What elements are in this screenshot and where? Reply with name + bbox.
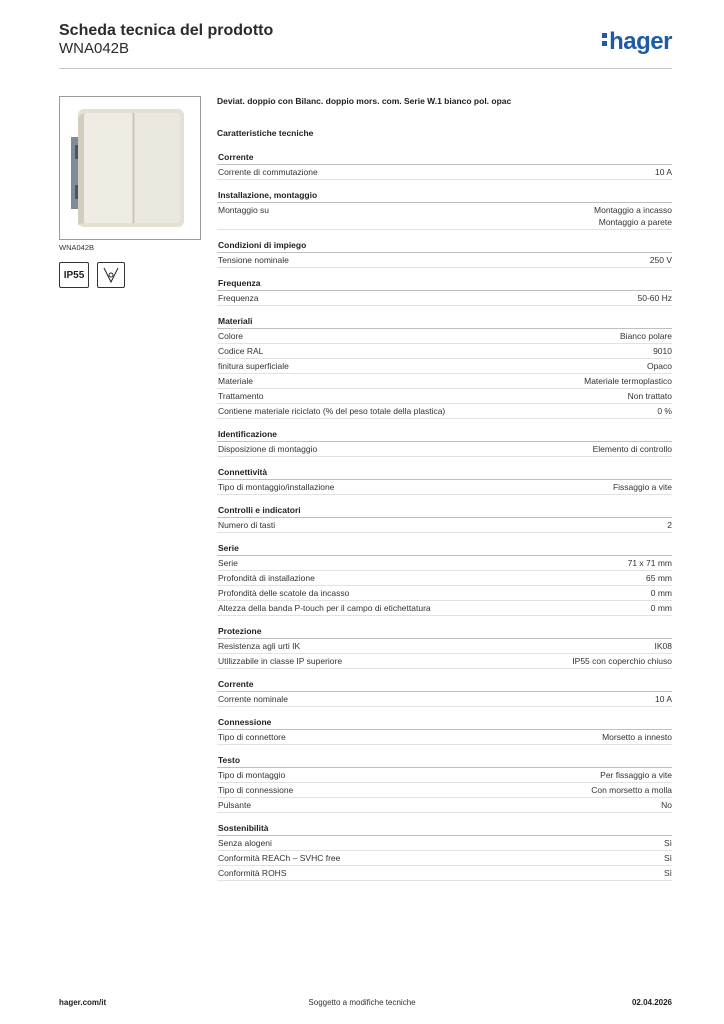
spec-label: Montaggio su [218,205,270,215]
spec-group-title: Installazione, montaggio [217,189,672,203]
spec-label: Materiale [218,376,253,386]
spec-group-title: Testo [217,754,672,768]
product-image [59,96,201,240]
logo-dots-icon [602,31,607,47]
spec-label: Altezza della banda P-touch per il campo di etichettatura [218,603,431,613]
spec-value: Sì [663,868,672,878]
spec-row [217,253,672,268]
spec-value: Morsetto a innesto [602,732,672,742]
spec-group [217,822,672,881]
spec-value: Per fissaggio a vite [600,770,672,780]
spec-label: Tipo di montaggio/installazione [218,482,335,492]
spec-group-title: Frequenza [217,277,672,291]
image-caption: WNA042B [59,243,95,252]
spec-row [217,556,672,571]
spec-row [217,165,672,180]
spec-label: Pulsante [218,800,252,810]
spec-label: Profondità delle scatole da incasso [218,588,350,598]
spec-group [217,428,672,457]
spec-label: Frequenza [218,293,259,303]
product-code: WNA042B [59,40,130,57]
spec-value: No [661,800,672,810]
spec-row [217,389,672,404]
spec-label: Tensione nominale [218,255,289,265]
spec-group-title: Protezione [217,625,672,639]
spec-value: IK08 [654,641,672,651]
spec-row [217,798,672,813]
spec-group [217,625,672,669]
spec-row [217,203,672,230]
spec-value: 9010 [653,346,672,356]
spec-group-title: Connettività [217,466,672,480]
spec-value: 10 A [654,694,672,704]
spec-group-title: Materiali [217,315,672,329]
spec-row [217,851,672,866]
spec-value: Sì [663,853,672,863]
spec-label: Numero di tasti [218,520,276,530]
spec-row [217,783,672,798]
page-title: Scheda tecnica del prodotto [59,22,274,39]
spec-row [217,866,672,881]
spec-group [217,239,672,268]
spec-row [217,654,672,669]
spec-group-title: Identificazione [217,428,672,442]
spec-label: Contiene materiale riciclato (% del peso totale della plastica) [218,406,446,416]
spec-group [217,151,672,180]
spec-label: Tipo di connessione [218,785,294,795]
spec-content [217,95,672,890]
spec-row [217,601,672,616]
spec-row [217,442,672,457]
spec-value: 10 A [654,167,672,177]
header-divider [59,68,672,69]
spec-label: Senza alogeni [218,838,272,848]
spec-value: 0 % [657,406,672,416]
spec-label: Tipo di connettore [218,732,286,742]
spec-row [217,730,672,745]
spec-group-title: Corrente [217,151,672,165]
spec-label: finitura superficiale [218,361,289,371]
spec-value: 65 mm [646,573,672,583]
spec-value: 0 mm [650,588,672,598]
spec-row [217,768,672,783]
spec-label: Utilizzabile in classe IP superiore [218,656,343,666]
spec-label: Disposizione di montaggio [218,444,318,454]
spec-group [217,466,672,495]
spec-row [217,692,672,707]
spec-row [217,836,672,851]
spec-group-title: Connessione [217,716,672,730]
spec-group [217,504,672,533]
spec-row [217,329,672,344]
spec-value: Non trattato [627,391,672,401]
spec-row [217,586,672,601]
spec-value: Sì [663,838,672,848]
spec-value: Materiale termoplastico [584,376,672,386]
section-title: Caratteristiche tecniche [217,128,314,138]
spec-value: Elemento di controllo [592,444,672,454]
spec-value: Fissaggio a vite [612,482,672,492]
spec-label: Colore [218,331,244,341]
footer-date: 02.04.2026 [631,998,672,1007]
spec-group [217,716,672,745]
spec-label: Tipo di montaggio [218,770,286,780]
spec-value: 0 mm [650,603,672,613]
spec-label: Resistenza agli urti IK [218,641,301,651]
spec-label: Trattamento [218,391,264,401]
spec-row [217,291,672,306]
hager-logo [602,28,672,56]
spec-value: Con morsetto a molla [591,785,672,795]
logo-text: hager [609,28,672,55]
spec-group-title: Serie [217,542,672,556]
spec-value: 50-60 Hz [637,293,672,303]
spec-row [217,518,672,533]
spec-group [217,678,672,707]
spec-row [217,344,672,359]
spec-group [217,315,672,419]
spec-value: 250 V [649,255,672,265]
spec-label: Serie [218,558,238,568]
ip-rating-badge: IP55 [59,262,89,288]
spec-groups [217,151,672,881]
spec-group [217,542,672,616]
spec-row [217,639,672,654]
spec-group [217,189,672,230]
spec-value: Opaco [646,361,672,371]
spec-row [217,404,672,419]
spec-group-title: Condizioni di impiego [217,239,672,253]
spec-label: Corrente di commutazione [218,167,318,177]
spec-label: Conformità REACh – SVHC free [218,853,341,863]
switch-symbol-icon [97,262,125,288]
spec-value: IP55 con coperchio chiuso [572,656,672,666]
spec-group-title: Corrente [217,678,672,692]
spec-row [217,359,672,374]
spec-value: 71 x 71 mm [627,558,672,568]
spec-label: Profondità di installazione [218,573,315,583]
spec-value: Montaggio a incasso Montaggio a parete [594,205,672,227]
spec-group-title: Sostenibilità [217,822,672,836]
spec-row [217,480,672,495]
spec-group-title: Controlli e indicatori [217,504,672,518]
footer-note: Soggetto a modifiche tecniche [308,998,416,1007]
spec-row [217,571,672,586]
spec-row [217,374,672,389]
spec-group [217,754,672,813]
footer-website: hager.com/it [59,998,107,1007]
spec-label: Codice RAL [218,346,264,356]
spec-group [217,277,672,306]
spec-label: Conformità ROHS [218,868,287,878]
product-description: Deviat. doppio con Bilanc. doppio mors. com. Serie W.1 bianco pol. opac [217,96,512,106]
spec-value: 2 [667,520,672,530]
switch-photo-icon [60,97,200,239]
spec-label: Corrente nominale [218,694,288,704]
spec-value: Bianco polare [620,331,672,341]
